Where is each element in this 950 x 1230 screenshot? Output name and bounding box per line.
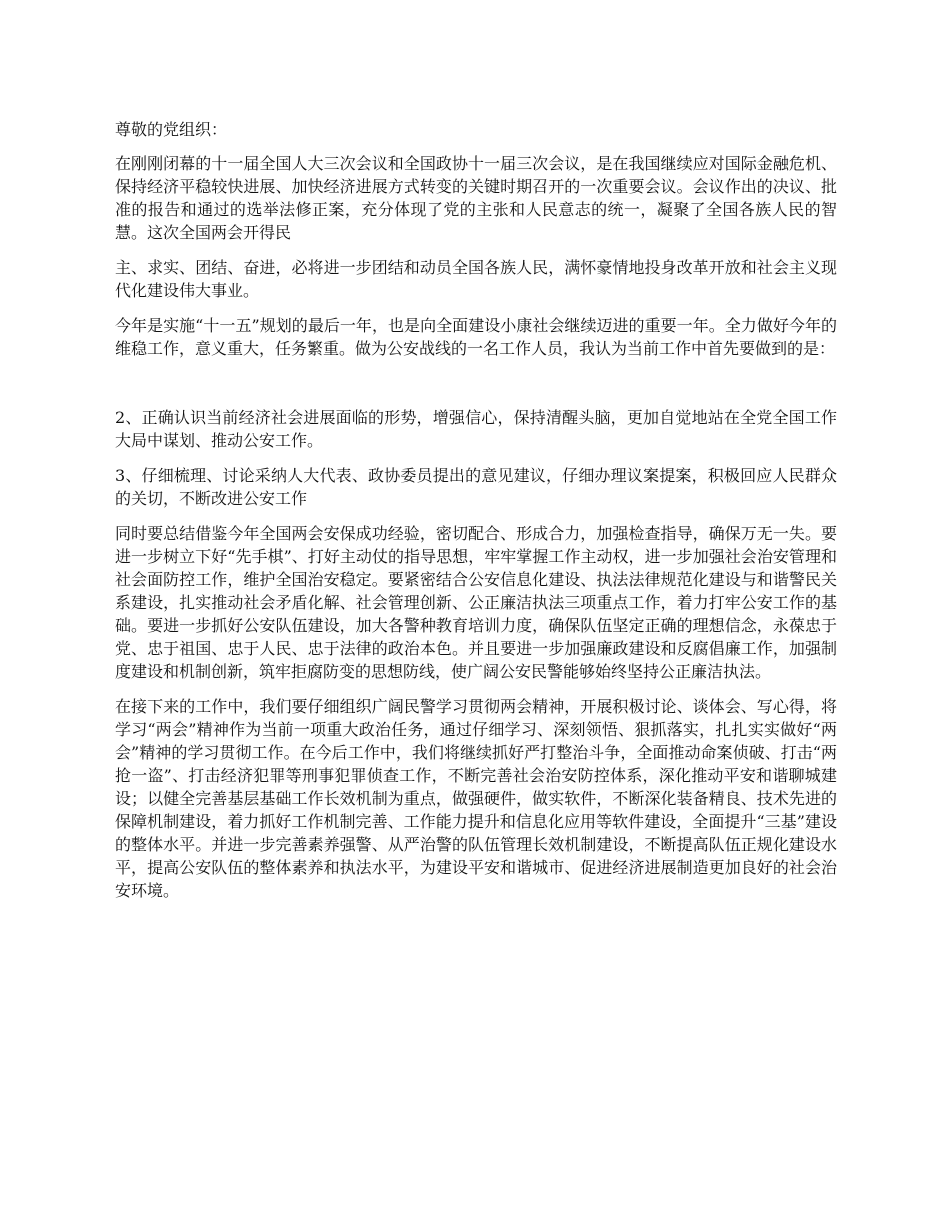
paragraph-item-3: 3、仔细梳理、讨论采纳人大代表、政协委员提出的意见建议，仔细办理议案提案，积极回应人民群众的关切，不断改进公安工作 xyxy=(115,466,837,508)
paragraph-year-context: 今年是实施“十一五”规划的最后一年，也是向全面建设小康社会继续迈进的重要一年。全力做好今年的维稳工作，意义重大，任务繁重。做为公安战线的一名工作人员，我认为当前工作中首先要做到的是： xyxy=(115,316,837,358)
document-body xyxy=(115,118,837,914)
paragraph-congress-summary: 在刚刚闭幕的十一届全国人大三次会议和全国政协十一届三次会议，是在我国继续应对国际金融危机、保持经济平稳较快进展、加快经济进展方式转变的关键时期召开的一次重要会议。会议作出的决议、批准的报告和通过的选举法修正案，充分体现了党的主张和人民意志的统一，凝聚了全国各族人民的智慧。这次全国两会开得民 xyxy=(115,154,837,242)
paragraph-security-work: 同时要总结借鉴今年全国两会安保成功经验，密切配合、形成合力，加强检查指导，确保万无一失。要进一步树立下好“先手棋”、打好主动仗的指导思想，牢牢掌握工作主动权，进一步加强社会治安管理和社会面防控工作，维护全国治安稳定。要紧密结合公安信息化建设、执法法律规范化建设与和谐警民关系建设，扎实推动社会矛盾化解、社会管理创新、公正廉洁执法三项重点工作，着力打牢公安工作的基础。要进一步抓好公安队伍建设，加大各警种教育培训力度，确保队伍坚定正确的理想信念，永葆忠于党、忠于祖国、忠于人民、忠于法律的政治本色。并且要进一步加强廉政建设和反腐倡廉工作，加强制度建设和机制创新，筑牢拒腐防变的思想防线，使广阔公安民警能够始终坚持公正廉洁执法。 xyxy=(115,524,837,681)
blank-gap xyxy=(115,372,837,406)
paragraph-item-2: 2、正确认识当前经济社会进展面临的形势，增强信心，保持清醒头脑，更加自觉地站在全党全国工作大局中谋划、推动公安工作。 xyxy=(115,408,837,450)
salutation: 尊敬的党组织： xyxy=(115,120,228,139)
paragraph-next-steps: 在接下来的工作中，我们要仔细组织广阔民警学习贯彻两会精神，开展积极讨论、谈体会、写心得，将学习“两会”精神作为当前一项重大政治任务，通过仔细学习、深刻领悟、狠抓落实，扎扎实实做好“两会”精神的学习贯彻工作。在今后工作中，我们将继续抓好严打整治斗争，全面推动命案侦破、打击“两抢一盗”、打击经济犯罪等刑事犯罪侦查工作，不断完善社会治安防控体系，深化推动平安和谐聊城建设；以健全完善基层基础工作长效机制为重点，做强硬件，做实软件，不断深化装备精良、技术先进的保障机制建设，着力抓好工作机制完善、工作能力提升和信息化应用等软件建设，全面提升“三基”建设的整体水平。并进一步完善素养强警、从严治警的队伍管理长效机制建设，不断提高队伍正规化建设水平，提高公安队伍的整体素养和执法水平，为建设平安和谐城市、促进经济进展制造更加良好的社会治安环境。 xyxy=(115,697,837,900)
paragraph-congress-continued: 主、求实、团结、奋进，必将进一步团结和动员全国各族人民，满怀豪情地投身改革开放和社会主义现代化建设伟大事业。 xyxy=(115,258,837,300)
